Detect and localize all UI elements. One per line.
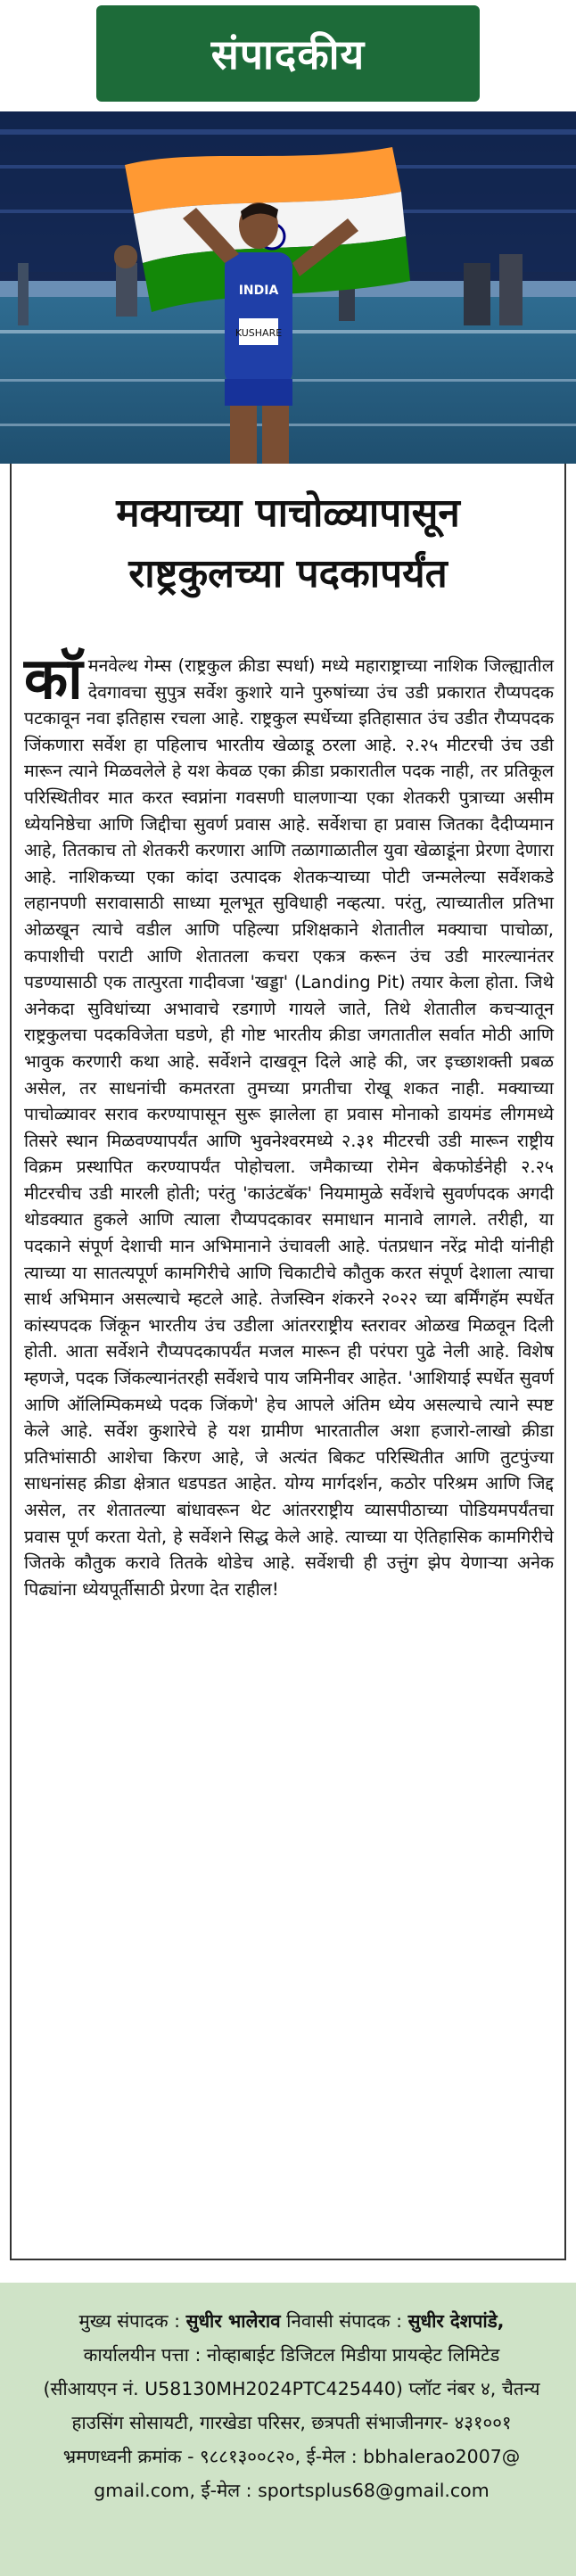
photo-illustration [0, 111, 576, 464]
headline-line-1: मक्याच्या पाचोळ्यापासून [116, 490, 460, 536]
phone-email-line: भ्रमणध्वनी क्रमांक - ९८८१३००८२०, ई-मेल : bbhalerao2007@ [62, 2446, 521, 2467]
imprint-footer [0, 2283, 576, 2576]
article-paragraph: मनवेल्थ गेम्स (राष्ट्रकुल क्रीडा स्पर्धा) मध्ये महाराष्ट्राच्या नाशिक जिल्ह्यातील देवगावचा सुपुत्र सर्वेश कुशारे याने पुरुषांच्या उंच उडी प्रकारात रौप्यपदक पटकावून नवा इतिहास रचला आहे. राष्ट्रकुल स्पर्धेच्या इतिहासात उंच उडीत रौप्यपदक जिंकणारा सर्वेश हा पहिलाच भारतीय खेळाडू ठरला आहे. २.२५ मीटरची उंच उडी मारून त्याने मिळवलेले हे यश केवळ एका क्रीडा प्रकारातील पदक नाही, तर प्रतिकूल परिस्थितीवर मात करत स्वप्नांना गवसणी घालणाऱ्या एका शेतकरी पुत्राच्या असीम ध्येयनिष्ठेचा आणि जिद्दीचा सुवर्ण प्रवास आहे. सर्वेशचा हा प्रवास जितका दैदीप्यमान आहे, तितकाच तो शेतकरी करणारा आणि तळागाळातील युवा खेळाडूंना प्रेरणा देणारा आहे. नाशिकच्या एका कांदा उत्पादक शेतकऱ्याच्या पोटी जन्मलेल्या सर्वेशकडे लहानपणी सरावासाठी साध्या मूलभूत सुविधाही नव्हत्या. परंतु, त्याच्यातील प्रतिभा ओळखून त्याचे वडील आणि पहिल्या प्रशिक्षकाने शेतातील मक्याचा पाचोळा, कपाशीची पराटी आणि शेतातला कचरा एकत्र करून उंच उडी मारल्यानंतर पडण्यासाठी एक तात्पुरता गादीवजा 'खड्डा' (Landing Pit) तयार केला होता. जिथे अनेकदा सुविधांच्या अभावाचे रडगाणे गायले जाते, तिथे शेतातील कचऱ्यातून राष्ट्रकुलचा पदकविजेता घडणे, ही गोष्ट भारतीय क्रीडा जगतातील सर्वात मोठी आणि भावुक करणारी कथा आहे. सर्वेशने दाखवून दिले आहे की, जर इच्छाशक्ती प्रबळ असेल, तर साधनांची कमतरता तुमच्या प्रगतीचा रोखू शकत नाही. मक्याच्या पाचोळ्यावर सराव करण्यापासून सुरू झालेला हा प्रवास मोनाको डायमंड लीगमध्ये तिसरे स्थान मिळवण्यापर्यंत आणि भुवनेश्वरमध्ये २.३१ मीटरची उडी मारून राष्ट्रीय विक्रम प्रस्थापित करण्यापर्यंत पोहोचला. जमैकाच्या रोमेन बेकफोर्डनेही २.२५ मीटरचीच उडी मारली होती; परंतु 'काउंटबॅक' नियमामुळे सर्वेशचे सुवर्णपदक अगदी थोडक्यात हुकले आणि त्याला रौप्यपदकावर समाधान मानावे लागले. तरीही, या पदकाने संपूर्ण देशाची मान अभिमानाने उंचावली आहे. पंतप्रधान नरेंद्र मोदी यांनीही त्याच्या या सातत्यपूर्ण कामगिरीचे आणि चिकाटीचे कौतुक करत संपूर्ण देशाला त्याचा सार्थ अभिमान असल्याचे म्हटले आहे. तेजस्विन शंकरने २०२२ च्या बर्मिंगहॅम स्पर्धेत कांस्यपदक जिंकून भारतीय उंच उडीला आंतरराष्ट्रीय स्तरावर ओळख मिळवून दिली होती. आता सर्वेशने रौप्यपदकापर्यंत मजल मारून ही परंपरा पुढे नेली आहे. विशेष म्हणजे, पदक जिंकल्यानंतरही सर्वेशचे पाय जमिनीवर आहेत. 'आशियाई स्पर्धेत सुवर्ण आणि ऑलिम्पिकमध्ये पदक जिंकणे' हेच आपले अंतिम ध्येय असल्याचे त्याने स्पष्ट केले आहे. सर्वेश कुशारेचे हे यश ग्रामीण भारतातील अशा हजारो-लाखो क्रीडा प्रतिभांसाठी आशेचा किरण आहे, जे अत्यंत बिकट परिस्थितीत आणि तुटपुंज्या साधनांसह क्रीडा क्षेत्रात धडपडत आहेत. योग्य मार्गदर्शन, कठोर परिश्रम आणि जिद्द असेल, तर शेतातल्या बांधावरून थेट आंतरराष्ट्रीय व्यासपीठाच्या पोडियमपर्यंतचा प्रवास पूर्ण करता येतो, हे सर्वेशने सिद्ध केले आहे. त्याच्या या ऐतिहासिक कामगिरीचे जितके कौतुक करावे तितके थोडेच आहे. सर्वेशची ही उत्तुंग झेप येणाऱ्या अनेक पिढ्यांना ध्येयपूर्तीसाठी प्रेरणा देत राहील! [24, 655, 555, 1600]
resident-editor-label: निवासी संपादक : [286, 2310, 403, 2332]
article-body [24, 646, 555, 1602]
article-headline [12, 483, 564, 605]
banner-area [0, 0, 576, 111]
section-banner [96, 5, 480, 102]
cin-line: (सीआयएन नं. U58130MH2024PTC425440) प्लॉट नंबर ४, चैतन्य [43, 2378, 540, 2399]
section-title: संपादकीय [210, 30, 366, 78]
chief-editor-label: मुख्य संपादक : [78, 2310, 181, 2332]
drop-cap: कॉ [24, 646, 83, 712]
shirt-text: INDIA [238, 284, 279, 298]
address-line: हाउसिंग सोसायटी, गारखेडा परिसर, छत्रपती संभाजीनगर- ४३१००१ [71, 2412, 512, 2433]
athlete-photo [0, 111, 576, 464]
chief-editor-name: सुधीर भालेराव [185, 2310, 281, 2332]
headline-line-2: राष्ट्रकुलच्या पदकापर्यंत [128, 551, 448, 597]
email-line: gmail.com, ई-मेल : sportsplus68@gmail.com [94, 2480, 490, 2501]
resident-editor-name: सुधीर देशपांडे, [407, 2310, 505, 2332]
office-address-line: कार्यालयीन पत्ता : नोव्हाबाईट डिजिटल मिडीया प्रायव्हेट लिमिटेड [83, 2344, 500, 2366]
editorial-article [10, 464, 566, 2260]
editors-line [20, 2304, 564, 2338]
bib-name: KUSHARE [235, 327, 283, 339]
imprint-text [20, 2304, 564, 2507]
